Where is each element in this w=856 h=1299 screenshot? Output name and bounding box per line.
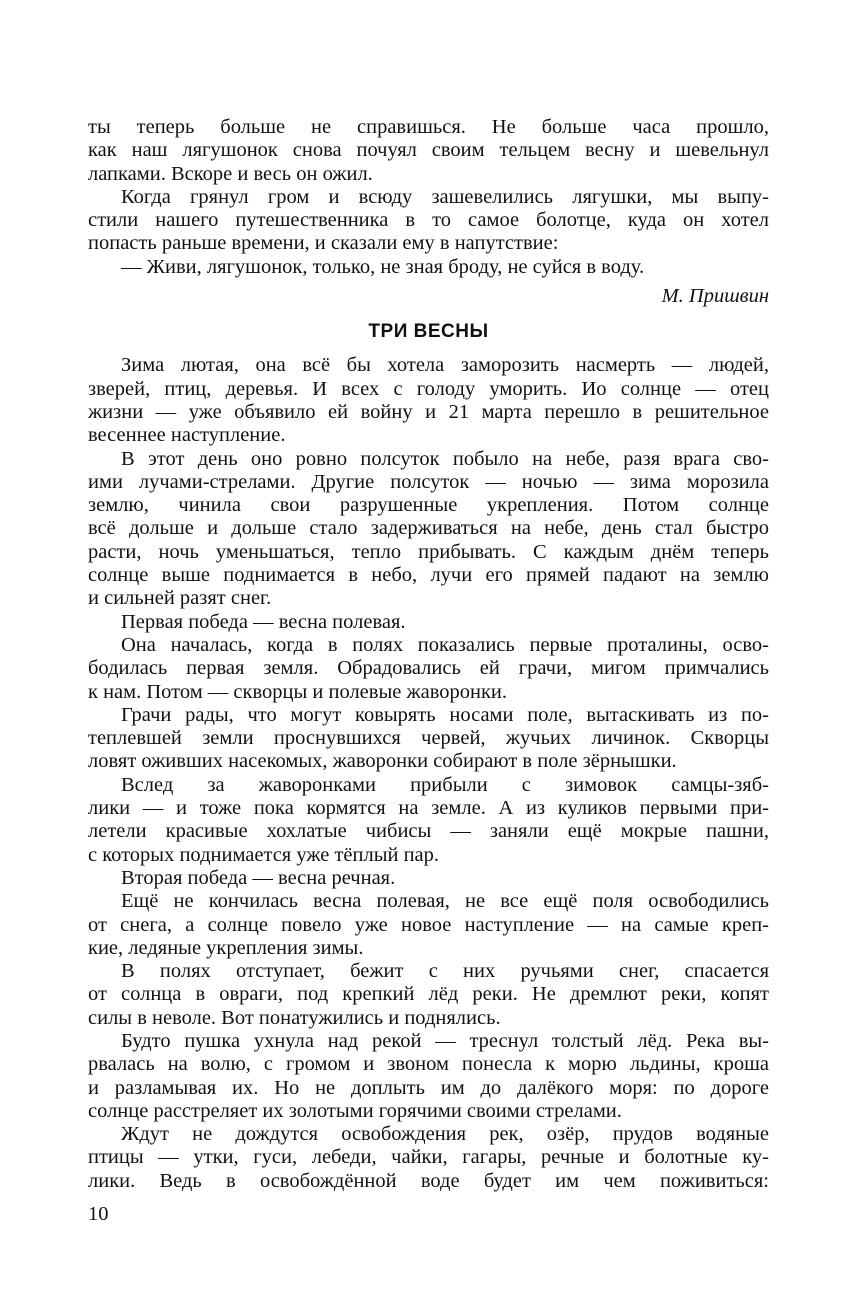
text-line: всё дольше и дольше стало задерживаться на небе, день стал быстро xyxy=(88,517,769,540)
author-signature: М. Пришвин xyxy=(661,285,769,308)
previous-story-ending xyxy=(88,116,769,279)
text-line: Когда грянул гром и всюду зашевелились лягушки, мы выпу- xyxy=(121,185,769,208)
text-line: лапками. Вскоре и весь он ожил. xyxy=(88,162,373,185)
text-line: Ждут не дождутся освобождения рек, озёр, прудов водяные xyxy=(121,1123,769,1146)
text-line: Вторая победа — весна речная. xyxy=(121,866,396,889)
text-line: как наш лягушонок снова почуял своим тельцем весну и шевельнул xyxy=(88,139,769,162)
text-line: ими лучами-стрелами. Другие полсуток — ночью — зима морозила xyxy=(88,470,769,493)
text-line: кие, ледяные укрепления зимы. xyxy=(88,936,364,959)
text-line: бодилась первая земля. Обрадовались ей грачи, мигом примчались xyxy=(88,657,769,680)
text-line: В этот день оно ровно полсуток побыло на небе, разя врага сво- xyxy=(121,447,769,470)
paragraph xyxy=(88,634,769,704)
text-line: лики — и тоже пока кормятся на земле. А из куликов первыми при- xyxy=(88,797,769,820)
text-line: попасть раньше времени, и сказали ему в напутствие: xyxy=(88,232,559,255)
text-line: Будто пушка ухнула над рекой — треснул толстый лёд. Река вы- xyxy=(121,1029,769,1052)
paragraph xyxy=(88,960,769,1030)
text-line: В полях отступает, бежит с них ручьями снег, спасается xyxy=(121,960,769,983)
text-line: солнце выше поднимается в небо, лучи его прямей падают на землю xyxy=(88,564,769,587)
page-body xyxy=(88,116,769,1193)
text-line: Ещё не кончилась весна полевая, не все ещё поля освободились xyxy=(121,890,769,913)
text-line: солнце расстреляет их золотыми горячими своими стрелами. xyxy=(88,1099,622,1122)
paragraph xyxy=(88,448,769,611)
text-line: весеннее наступление. xyxy=(88,424,286,447)
text-line: лики. Ведь в освобождённой воде будет им чем поживиться: xyxy=(88,1169,769,1192)
text-line: теплевшей земли проснувшихся червей, жучьих личинок. Скворцы xyxy=(88,727,769,750)
paragraph xyxy=(88,354,769,447)
text-line: зверей, птиц, деревья. И всех с голоду уморить. Ио солнце — отец xyxy=(88,377,769,400)
text-line: и сильней разят снег. xyxy=(88,587,272,610)
text-line: Зима лютая, она всё бы хотела заморозить насмерть — людей, xyxy=(121,354,769,377)
text-line: землю, чинила свои разрушенные укрепления. Потом солнце xyxy=(88,494,769,517)
text-line: птицы — утки, гуси, лебеди, чайки, гагары, речные и болотные ку- xyxy=(88,1146,769,1169)
text-line: летели красивые хохлатые чибисы — заняли ещё мокрые пашни, xyxy=(88,820,769,843)
text-line: силы в неволе. Вот понатужились и поднялись. xyxy=(88,1006,501,1029)
text-line: Она началась, когда в полях показались первые проталины, осво- xyxy=(121,633,769,656)
text-line: с которых поднимается уже тёплый пар. xyxy=(88,843,440,866)
paragraph xyxy=(88,611,769,634)
paragraph xyxy=(88,867,769,890)
text-line: от солнца в овраги, под крепкий лёд реки. Не дремлют реки, копят xyxy=(88,983,769,1006)
text-line: расти, ночь уменьшаться, тепло прибывать. С каждым днём теперь xyxy=(88,540,769,563)
story-text xyxy=(88,354,769,1193)
page-number: 10 xyxy=(88,1203,109,1225)
paragraph xyxy=(88,890,769,960)
text-line: Вслед за жаворонками прибыли с зимовок самцы-зяб- xyxy=(121,773,769,796)
story-title: ТРИ ВЕСНЫ xyxy=(368,321,489,343)
paragraph xyxy=(88,704,769,774)
text-line: стили нашего путешественника в то самое болотце, куда он хотел xyxy=(88,209,769,232)
paragraph xyxy=(88,774,769,867)
text-line: — Живи, лягушонок, только, не зная броду, не суйся в воду. xyxy=(121,255,645,278)
text-line: рвалась на волю, с громом и звоном понесла к морю льдины, кроша xyxy=(88,1053,769,1076)
text-line: ловят оживших насекомых, жаворонки собирают в поле зёрнышки. xyxy=(88,750,677,773)
text-line: Первая победа — весна полевая. xyxy=(121,610,406,633)
paragraph xyxy=(88,116,769,186)
text-line: от снега, а солнце повело уже новое наступление — на самые креп- xyxy=(88,913,769,936)
text-line: и разламывая их. Но не доплыть им до далёкого моря: по дороге xyxy=(88,1076,769,1099)
paragraph xyxy=(88,256,769,279)
text-line: Грачи рады, что могут ковырять носами поле, вытаскивать из по- xyxy=(121,703,769,726)
text-line: жизни — уже объявило ей войну и 21 марта перешло в решительное xyxy=(88,400,769,423)
text-line: ты теперь больше не справишься. Не больше часа прошло, xyxy=(88,116,769,138)
paragraph xyxy=(88,1030,769,1123)
paragraph xyxy=(88,1123,769,1193)
paragraph xyxy=(88,186,769,256)
text-line: к нам. Потом — скворцы и полевые жаворонки. xyxy=(88,680,508,703)
